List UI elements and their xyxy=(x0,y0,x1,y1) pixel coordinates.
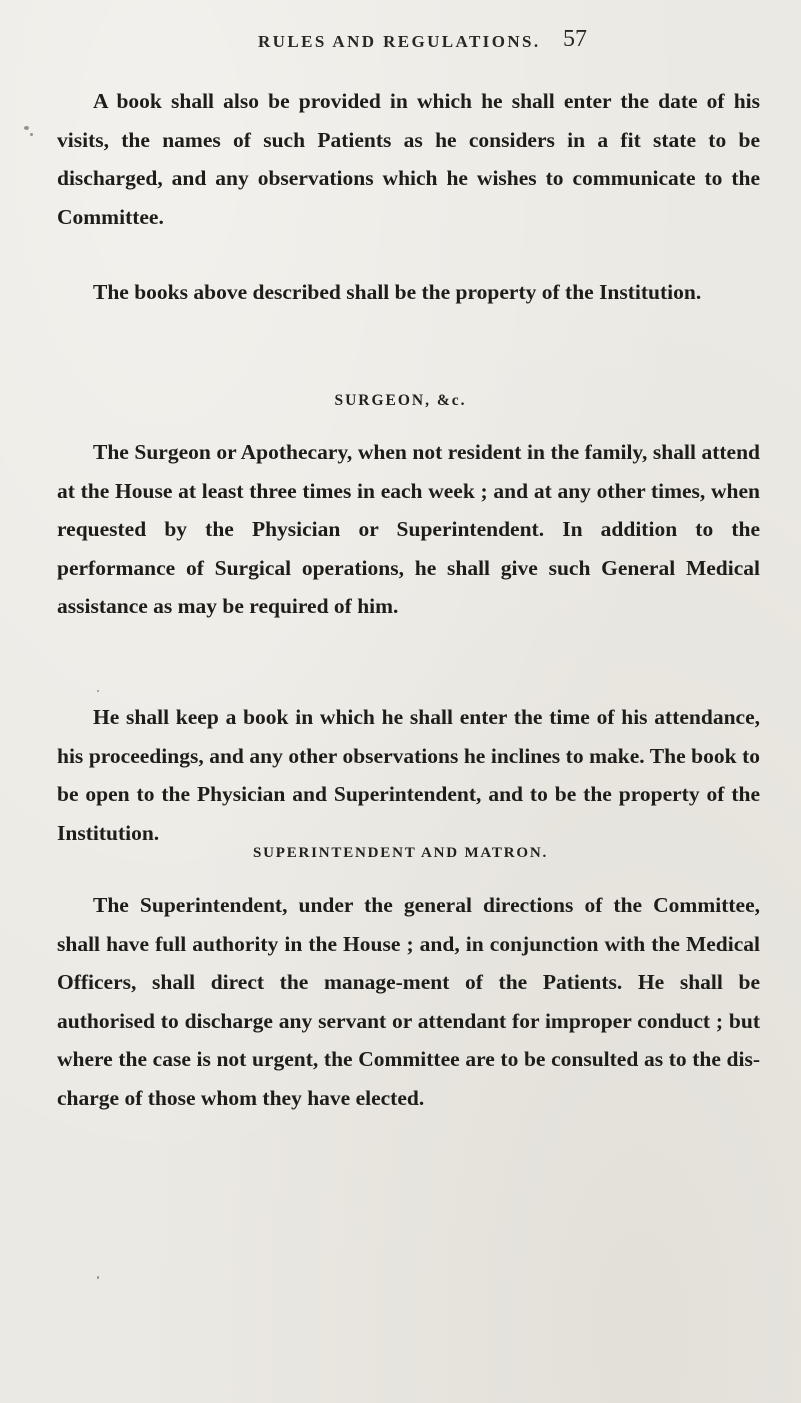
paragraph-superintendent-authority: The Superintendent, under the general directions of the Committee, shall have full authority in the House ; and, in conjunction with the Medical Officers, shall direct the manage-ment of the Patients. He shall be authorised to discharge any servant or attendant for improper conduct ; but where the case is not urgent, the Committee are to be consulted as to the dis-charge of those whom they have elected. xyxy=(57,893,760,1110)
page-number: 57 xyxy=(563,26,587,52)
paragraph-books-property: The books above described shall be the property of the Institution. xyxy=(93,280,702,304)
paragraph-book-of-visits: A book shall also be provided in which he shall enter the date of his visits, the names of such Patients as he considers in a fit state to be discharged, and any observations which he wishes to communicate to the Committee. xyxy=(57,89,760,229)
paragraph-surgeon-attendance: The Surgeon or Apothecary, when not resident in the family, shall attend at the House at least three times in each week ; and at any other times, when requested by the Physician or Superintendent. In addition to the performance of Surgical operations, he shall give such General Medical assistance as may be required of him. xyxy=(57,440,760,618)
paper-speck xyxy=(97,1276,99,1279)
running-head xyxy=(0,26,801,56)
paragraph-surgeon-book: He shall keep a book in which he shall enter the time of his attendance, his proceedings, and any other observations he inclines to make. The book to be open to the Physician and Superintendent, and to be the property of the Institution. xyxy=(57,705,760,845)
section-heading-surgeon: SURGEON, &c. xyxy=(334,392,467,409)
section-heading-superintendent: SUPERINTENDENT AND MATRON. xyxy=(252,845,549,861)
paper-speck xyxy=(30,133,33,136)
paper-speck xyxy=(97,690,99,692)
paper-speck xyxy=(24,126,29,130)
running-head-title: RULES AND REGULATIONS. xyxy=(258,32,541,51)
